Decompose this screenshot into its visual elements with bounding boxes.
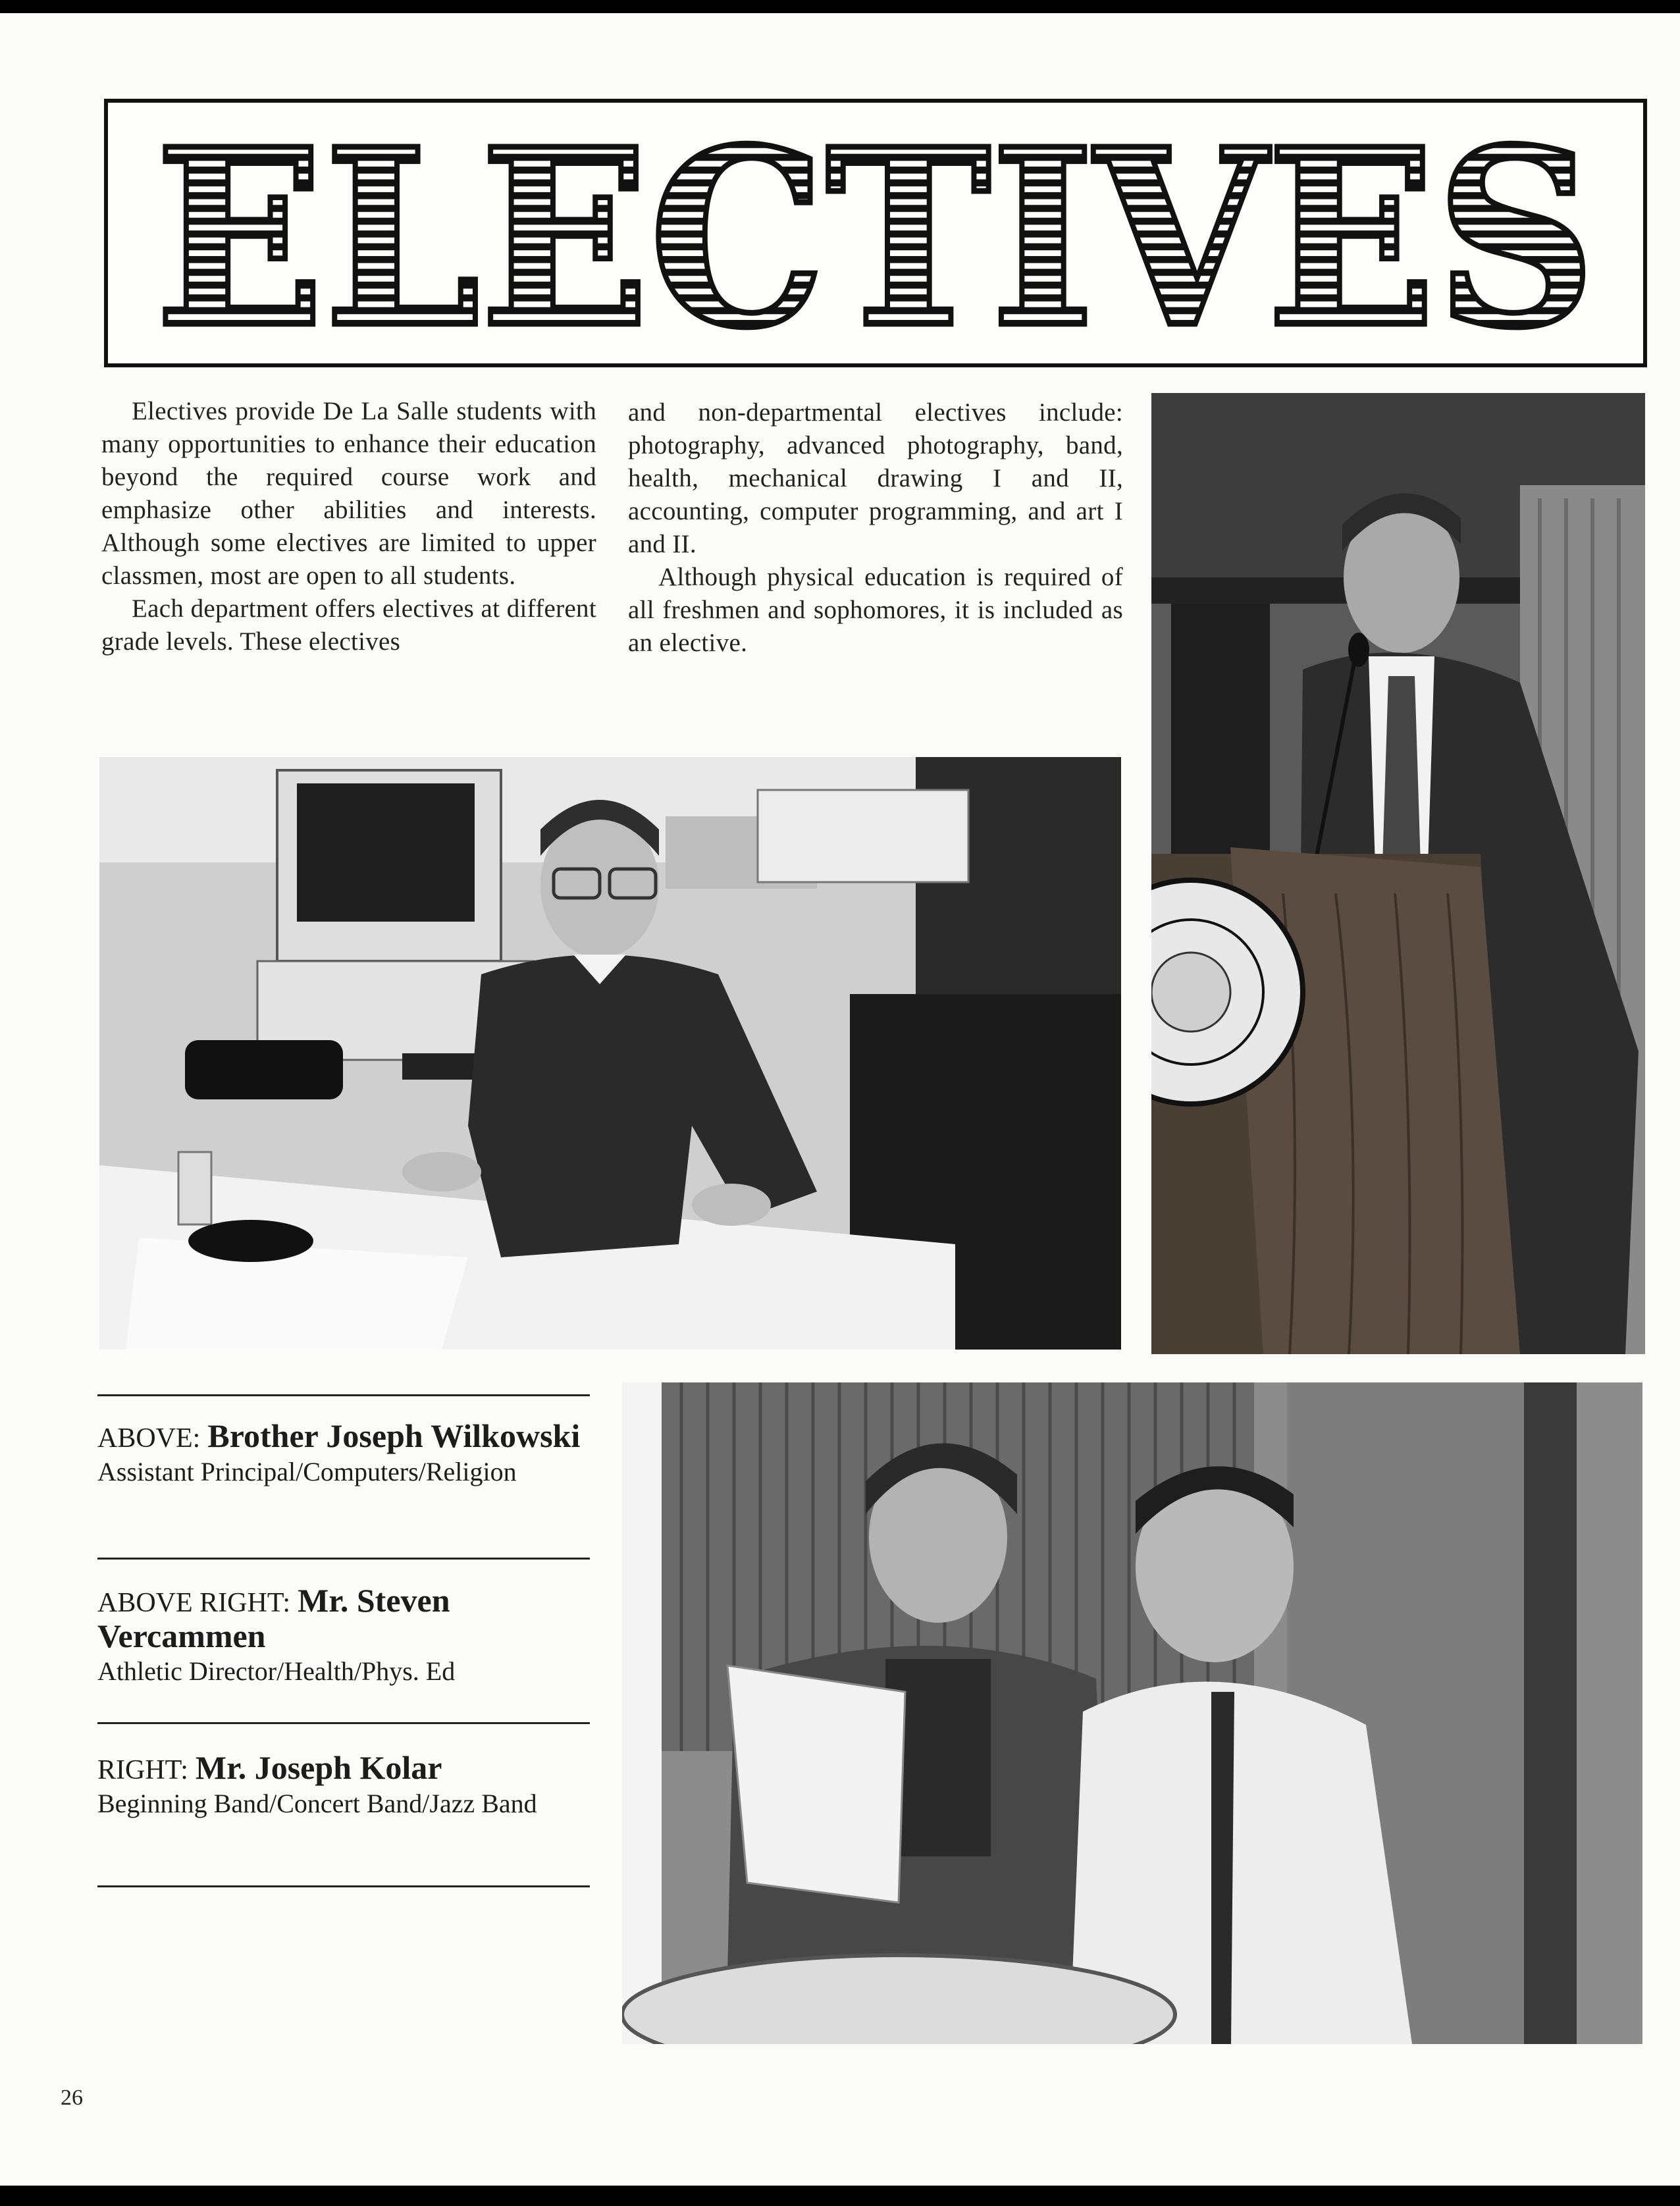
photo-desk-computers <box>99 757 1121 1350</box>
intro-paragraph: Although physical education is required of all freshmen and sophomores, it is included as an elective. <box>628 563 1123 657</box>
yearbook-page <box>0 13 1680 2186</box>
intro-paragraph: and non-departmental electives include: photography, advanced photography, band, health, mechanical drawing I and II, accounting, computer programming, and art I and II. <box>628 398 1123 558</box>
intro-paragraph: Electives provide De La Salle students with many opportunities to enhance their education beyond the required course work and emphasize other abilities and interests. Although some electives are limited to upper classmen, most are open to all students. <box>101 397 596 590</box>
caption-divider <box>97 1394 590 1396</box>
caption-prefix: RIGHT: <box>97 1755 188 1785</box>
caption-role: Assistant Principal/Computers/Religion <box>97 1457 517 1486</box>
caption-prefix: ABOVE: <box>97 1423 201 1454</box>
photo-podium-speaker <box>1151 393 1645 1354</box>
caption-divider <box>97 1558 590 1560</box>
photo-band-music <box>622 1382 1642 2044</box>
title-banner <box>104 99 1647 367</box>
page-title: ELECTIVES <box>155 103 1596 363</box>
caption-name: Brother Joseph Wilkowski <box>207 1417 581 1454</box>
caption-role: Athletic Director/Health/Phys. Ed <box>97 1656 456 1686</box>
caption-divider <box>97 1722 590 1724</box>
caption-prefix: ABOVE RIGHT: <box>97 1588 291 1618</box>
caption-name: Mr. Steven Vercammen <box>97 1582 450 1654</box>
caption-above <box>97 1419 598 1488</box>
title-graphic <box>108 103 1643 363</box>
page-number: 26 <box>61 2086 83 2110</box>
caption-divider <box>97 1885 590 1887</box>
intro-column-2 <box>628 396 1123 660</box>
caption-role: Beginning Band/Concert Band/Jazz Band <box>97 1789 537 1818</box>
caption-above-right <box>97 1584 598 1687</box>
intro-column-1 <box>101 395 596 658</box>
caption-right <box>97 1751 598 1820</box>
intro-paragraph: Each department offers electives at different grade levels. These electives <box>101 594 596 656</box>
caption-name: Mr. Joseph Kolar <box>195 1749 442 1786</box>
